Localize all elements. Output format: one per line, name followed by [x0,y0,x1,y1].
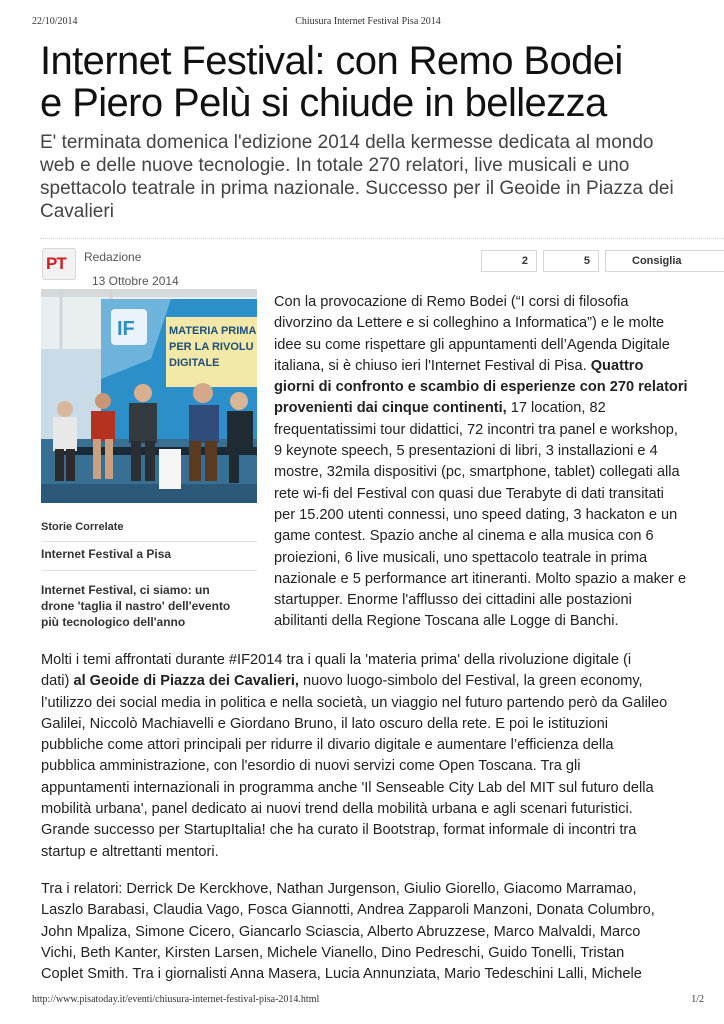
subheadline-line: spettacolo teatrale in prima nazionale. Successo per il Geoide in Piazza dei [40,178,674,199]
text-run: italiana, si è chiuso ieri l'Internet Festival di Pisa. [274,357,591,374]
related-story-link[interactable]: Internet Festival a Pisa [41,547,172,561]
text-run: proiezioni, 6 live musicali, uno spettacolo teatrale in prima [274,549,648,566]
article-headline [40,40,724,124]
photo-banner-line: PER LA RIVOLU [169,341,254,353]
print-page-number: 1/2 [691,994,704,1005]
text-run: l’utilizzo dei social media in politica e nella società, un viaggio nel futuro partendo però da Galileo [41,694,668,711]
text-run: Grande successo per StartupItalia! che ha curato il Bootstrap, format informale di incontri tra [41,822,637,839]
text-line [41,756,724,777]
related-link-line: più tecnologico dell'anno [41,615,186,629]
logo-text: PT [46,254,66,273]
text-run: per 15.200 utenti connessi, uno speed dating, 3 hackaton e un [274,506,678,523]
related-divider [41,570,257,571]
text-line [41,820,724,841]
tweet-count: 5 [583,255,590,267]
text-run: divorzino da Lettere e si colleghino a Informatica”) e le molte [274,315,665,332]
text-line [274,484,724,505]
text-line [274,441,724,462]
related-stories-heading: Storie Correlate [41,521,124,533]
recommend-button[interactable] [605,250,724,272]
text-run: Con la provocazione di Remo Bodei (“I corsi di filosofia [274,294,629,310]
text-run: pubblica amministrazione, con l'esordio di nuovi servizi come Open Toscana. Tra gli [41,758,581,775]
text-run: 9 keynote speech, 5 presentazioni di libri, 3 installazioni e 4 [274,443,658,460]
text-line [274,526,724,547]
share-count-button[interactable] [481,250,537,272]
header-divider [40,238,724,239]
article-lead [274,292,724,633]
text-run: nuovo luogo-simbolo del Festival, la green economy, [298,673,643,690]
bold-text: provenienti dai cinque continenti, [274,400,507,417]
text-line [274,398,724,419]
text-run: pubbliche come attori principali per ridurre il divario digitale e aumentare l’efficienza della [41,737,614,754]
author-name[interactable]: Redazione [84,250,142,264]
text-line [274,292,724,313]
print-header [32,16,704,30]
text-line [274,569,724,590]
text-run: startupper. Enorme l'afflusso dei cittadini alle postazioni [274,592,632,609]
photo-banner-line: MATERIA PRIMA [169,325,257,337]
text-run: Galilei, Niccolò Machiavelli e Giordano Bruno, il lato oscuro della rete. E poi le istituzioni [41,715,608,732]
text-run: appuntamenti internazionali in programma anche 'Il Senseable City Lab del MIT sul futuro della [41,779,654,796]
text-run: Laszlo Barabasi, Claudia Vago, Fosca Giannotti, Andrea Zapparoli Manzoni, Donata Columbro, [41,902,655,919]
bold-text: al Geoide di Piazza dei Cavalieri, [73,673,299,690]
text-run: mostre, 32mila dispositivi (pc, smartphone, tablet) collegati alla [274,464,680,481]
text-line [274,356,724,377]
text-run: Coplet Smith. Tra i giornalisti Anna Masera, Lucia Annunziata, Mario Tedeschini Lalli, Michele [41,966,642,983]
print-date: 22/10/2014 [32,16,78,27]
headline-line: e Piero Pelù si chiude in bellezza [40,81,607,124]
article-body-paragraph [41,879,724,989]
text-line [274,462,724,483]
bold-text: Quattro [590,357,644,374]
text-line [274,335,724,356]
text-run: game contest. Spazio anche al cinema e alla musica con 6 [274,528,654,545]
text-line [41,693,724,714]
text-line [41,842,724,863]
text-run: Vichi, Beth Kanter, Kirsten Larsen, Michele Vianello, Dino Pedreschi, Guido Tonelli, Tristan [41,944,625,961]
print-page-title: Chiusura Internet Festival Pisa 2014 [295,16,441,27]
text-run: John Mpaliza, Simone Cicero, Giancarlo Sciascia, Alberto Abruzzese, Marco Malvaldi, Marco [41,923,641,940]
author-block [40,248,280,288]
text-run: frequentatissimi tour didattici, 72 incontri tra panel e workshop, [274,421,678,438]
text-run: idee su come rispettare gli appuntamenti dell’Agenda Digitale [274,336,670,353]
text-line [41,650,724,671]
recommend-label: Consiglia [632,255,682,267]
headline-line: Internet Festival: con Remo Bodei [40,40,623,83]
subheadline-line: Cavalieri [40,201,114,222]
text-line [41,943,724,964]
text-line [274,548,724,569]
text-run: nazionale e 5 performance art itineranti. Molto spazio a maker e [274,570,687,587]
tweet-count-button[interactable] [543,250,599,272]
related-link-line: Internet Festival, ci siamo: un [41,583,210,597]
share-count: 2 [521,255,528,267]
text-line [41,799,724,820]
text-run: rete wi-fi del Festival con quasi due Terabyte di dati transitati [274,485,664,502]
publication-date: 13 Ottobre 2014 [92,274,179,288]
text-line [274,420,724,441]
text-run: dati) [41,673,74,690]
text-line [274,611,724,632]
text-run: startup e altrettanti mentori. [41,843,219,860]
text-line [274,590,724,611]
text-line [41,922,724,943]
text-run: Molti i temi affrontati durante #IF2014 tra i quali la 'materia prima' della rivoluzione digitale (i [41,652,632,668]
related-link-line: drone 'taglia il nastro' dell'evento [41,599,231,613]
text-line [41,778,724,799]
print-url: http://www.pisatoday.it/eventi/chiusura-internet-festival-pisa-2014.html [32,994,320,1005]
text-line [41,714,724,735]
text-run: 17 location, 82 [506,400,606,417]
subheadline-line: E' terminata domenica l'edizione 2014 della kermesse dedicata al mondo [40,132,654,153]
text-line [41,879,724,900]
festival-panel-photo [41,289,257,503]
subheadline-line: web e delle nuove tecnologie. In totale 270 relatori, live musicali e uno [40,155,630,176]
photo-logo: IF [117,318,135,340]
text-line [41,671,724,692]
print-footer [32,994,704,1008]
pisatoday-logo[interactable] [42,248,76,280]
article-subheadline [40,131,724,223]
text-line [274,377,724,398]
text-run: mobilità urbana', panel dedicato ai nuovi trend della mobilità urbana e agli scenari futuristici. [41,801,633,818]
text-line [41,900,724,921]
text-line [41,964,724,985]
text-run: abilitanti della Regione Toscana alle Logge di Banchi. [274,613,619,630]
photo-banner-line: DIGITALE [169,357,220,369]
article-photo[interactable] [41,289,257,503]
text-line [274,313,724,334]
article-body-paragraph [41,650,724,863]
bold-text: giorni di confronto e scambio di esperienze con 270 relatori [274,379,688,396]
related-divider [41,541,257,542]
text-line [41,735,724,756]
related-story-link[interactable] [41,582,255,630]
text-run: Tra i relatori: Derrick De Kerckhove, Nathan Jurgenson, Giulio Giorello, Giacomo Marramao, [41,881,637,897]
text-line [274,505,724,526]
